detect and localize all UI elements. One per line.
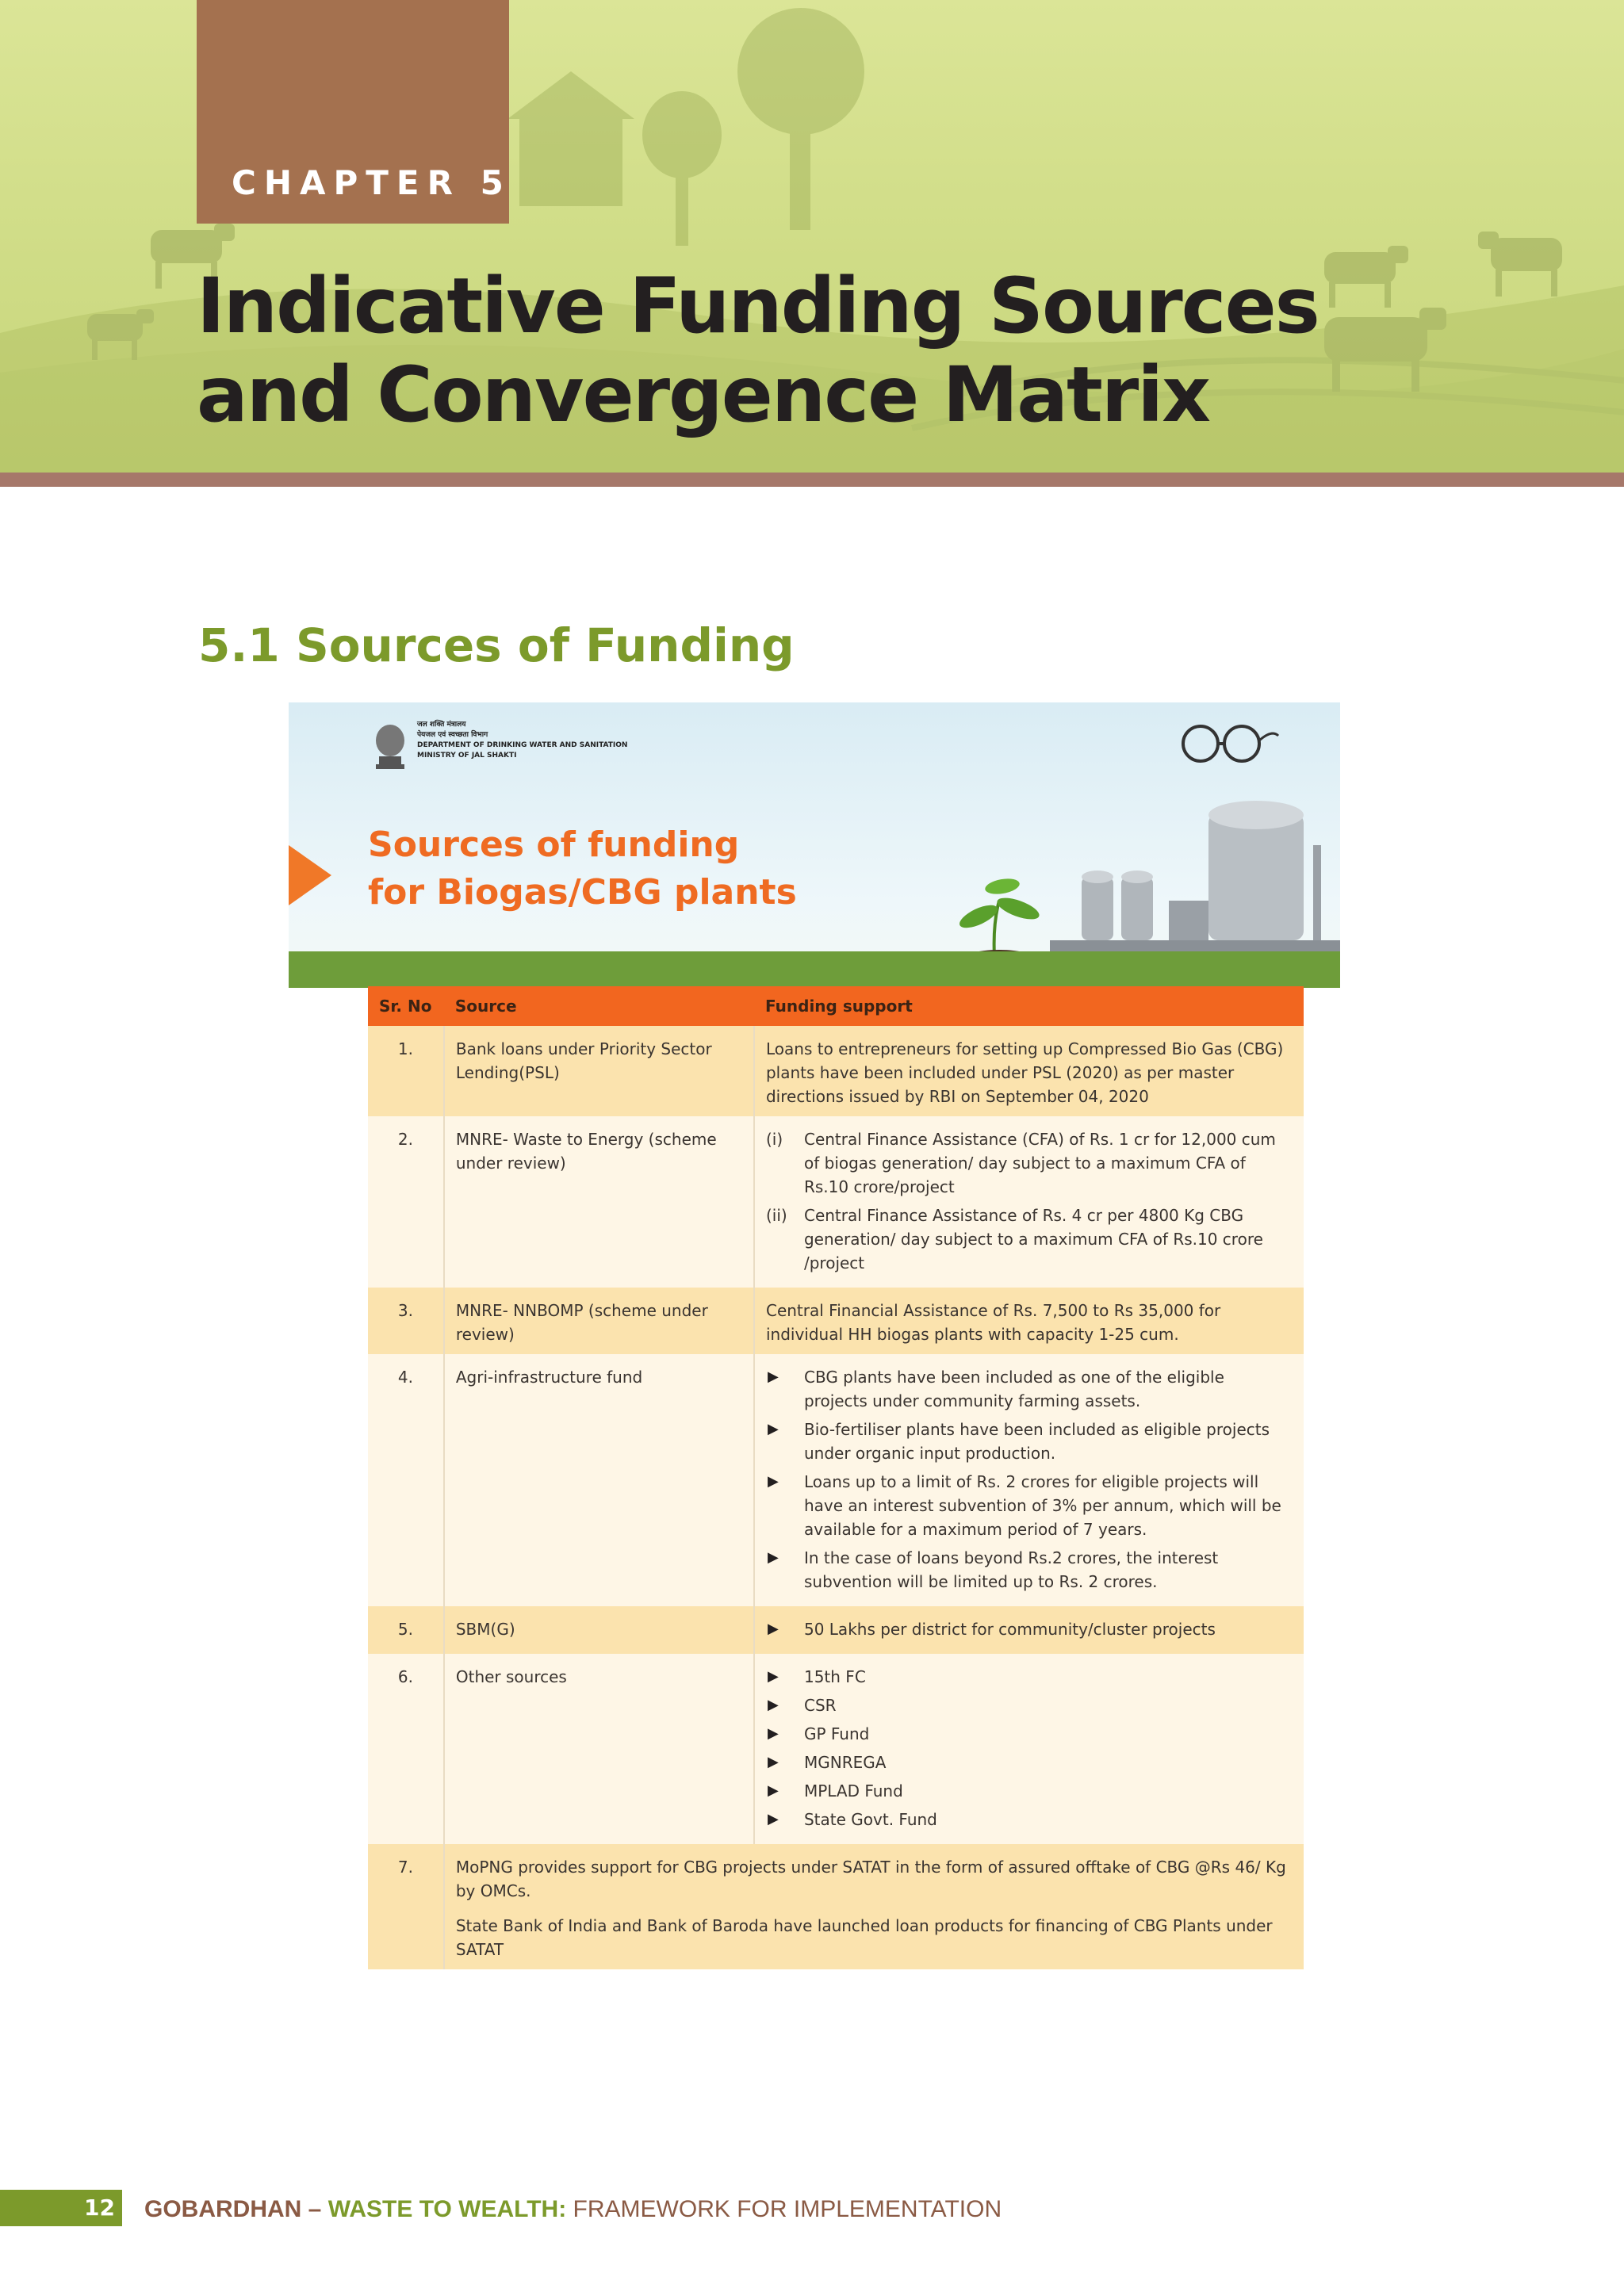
item-marker: (i) [765,1130,783,1149]
row-number: 4. [368,1354,444,1606]
infographic-title [368,821,797,916]
support-item [766,1365,1293,1413]
row-support [754,1654,1304,1844]
table-row [368,1654,1304,1844]
support-item [766,1470,1293,1541]
support-list [766,1617,1293,1641]
row-number: 3. [368,1288,444,1354]
triangle-bullet-icon: ▶ [767,1549,779,1566]
chapter-banner [0,0,1624,473]
table-row [368,1116,1304,1288]
banner-divider [0,473,1624,487]
column-header-sr-no: Sr. No [368,986,444,1026]
support-item [766,1617,1293,1641]
row-source: Other sources [444,1654,754,1844]
support-item [766,1546,1293,1594]
support-list [766,1365,1293,1594]
table-row [368,1026,1304,1116]
triangle-bullet-icon: ▶ [767,1368,779,1385]
support-item [766,1808,1293,1831]
row-support [754,1116,1304,1288]
support-item [766,1203,1293,1275]
item-text: Bio-fertiliser plants have been included as eligible projects under organic input production. [803,1420,1270,1463]
row-number: 7. [368,1844,444,1969]
row-number: 1. [368,1026,444,1116]
support-list [766,1127,1293,1275]
footer-subtitle: FRAMEWORK FOR IMPLEMENTATION [566,2196,1002,2222]
row-support: Central Financial Assistance of Rs. 7,500 to Rs 35,000 for individual HH biogas plants with capacity 1-25 cum. [754,1288,1304,1354]
infographic-header [289,702,1340,988]
item-text: In the case of loans beyond Rs.2 crores, the interest subvention will be limited up to Rs. 2 crores. [803,1548,1219,1591]
triangle-bullet-icon: ▶ [767,1697,779,1713]
item-text: Central Finance Assistance (CFA) of Rs. 1 cr for 12,000 cum of biogas generation/ day subject to a maximum CFA of Rs.10 crore/project [803,1130,1276,1196]
item-text: GP Fund [803,1724,870,1743]
triangle-bullet-icon: ▶ [767,1668,779,1685]
footer-dash: – [301,2196,328,2222]
triangle-bullet-icon: ▶ [767,1782,779,1799]
item-text: MGNREGA [803,1753,887,1772]
ministry-line: DEPARTMENT OF DRINKING WATER AND SANITATION [417,741,628,749]
page-number: 12 [84,2195,115,2221]
chapter-title-line2: and Convergence Matrix [197,350,1210,439]
support-item [766,1127,1293,1199]
row-source: Agri-infrastructure fund [444,1354,754,1606]
row-source: MNRE- Waste to Energy (scheme under review) [444,1116,754,1288]
infographic-title-line1: Sources of funding [368,825,740,865]
support-item [766,1693,1293,1717]
item-text: CBG plants have been included as one of the eligible projects under community farming assets. [803,1368,1224,1410]
item-marker: (ii) [765,1206,787,1225]
row-merged-support [444,1844,1304,1969]
item-text: Central Finance Assistance of Rs. 4 cr per 4800 Kg CBG generation/ day subject to a maximum CFA of Rs.10 crore /project [803,1206,1263,1272]
orange-arrow-icon [289,845,331,905]
row-number: 2. [368,1116,444,1288]
triangle-bullet-icon: ▶ [767,1473,779,1490]
row-source: MNRE- NNBOMP (scheme under review) [444,1288,754,1354]
infographic-title-line2: for Biogas/CBG plants [368,872,797,913]
footer-brand-tagline: WASTE TO WEALTH: [327,2196,567,2222]
item-text: State Govt. Fund [803,1810,937,1829]
funding-infographic [289,702,1340,2066]
support-item [766,1665,1293,1689]
table-row [368,1606,1304,1654]
table-header-row [368,986,1304,1026]
item-text: Loans up to a limit of Rs. 2 crores for eligible projects will have an interest subvention of 3% per annum, which will be available for a maximum period of 7 years. [803,1472,1281,1539]
table-row [368,1844,1304,1969]
triangle-bullet-icon: ▶ [767,1621,779,1637]
row-source: SBM(G) [444,1606,754,1654]
support-paragraph: State Bank of India and Bank of Baroda have launched loan products for financing of CBG Plants under SATAT [455,1916,1273,1959]
ministry-line: जल शक्ति मंत्रालय [417,721,466,729]
item-text: 50 Lakhs per district for community/cluster projects [803,1620,1216,1639]
support-item [766,1418,1293,1465]
row-support: Loans to entrepreneurs for setting up Compressed Bio Gas (CBG) plants have been included under PSL (2020) as per master directions issued by RBI on September 04, 2020 [754,1026,1304,1116]
grass-strip [289,951,1340,988]
support-item [766,1751,1293,1774]
item-text: 15th FC [803,1667,866,1686]
swachh-bharat-glasses-logo [1169,721,1280,769]
support-list [766,1665,1293,1831]
column-header-funding-support: Funding support [754,986,1304,1026]
item-text: CSR [803,1696,837,1715]
chapter-title-line1: Indicative Funding Sources [197,262,1319,350]
row-support [754,1606,1304,1654]
row-number: 5. [368,1606,444,1654]
ministry-line: पेयजल एवं स्वच्छता विभाग [417,731,488,739]
funding-sources-table [368,986,1304,1969]
column-header-source: Source [444,986,754,1026]
support-paragraph: MoPNG provides support for CBG projects under SATAT in the form of assured offtake of CBG @Rs 46/ Kg by OMCs. [455,1858,1286,1900]
chapter-title [197,262,1386,439]
triangle-bullet-icon: ▶ [767,1754,779,1770]
chapter-label: CHAPTER 5 [232,163,511,202]
ministry-line: MINISTRY OF JAL SHAKTI [417,752,517,760]
table-row [368,1354,1304,1606]
row-support [754,1354,1304,1606]
section-heading: 5.1 Sources of Funding [198,618,795,672]
table-row [368,1288,1304,1354]
ministry-text [417,720,627,761]
triangle-bullet-icon: ▶ [767,1725,779,1742]
row-number: 6. [368,1654,444,1844]
triangle-bullet-icon: ▶ [767,1421,779,1437]
item-text: MPLAD Fund [803,1781,903,1800]
support-item [766,1722,1293,1746]
support-item [766,1779,1293,1803]
row-source: Bank loans under Priority Sector Lending(PSL) [444,1026,754,1116]
national-emblem-icon [368,717,412,777]
footer-brand: GOBARDHAN [144,2196,302,2222]
triangle-bullet-icon: ▶ [767,1811,779,1827]
footer-running-title [144,2196,1002,2223]
